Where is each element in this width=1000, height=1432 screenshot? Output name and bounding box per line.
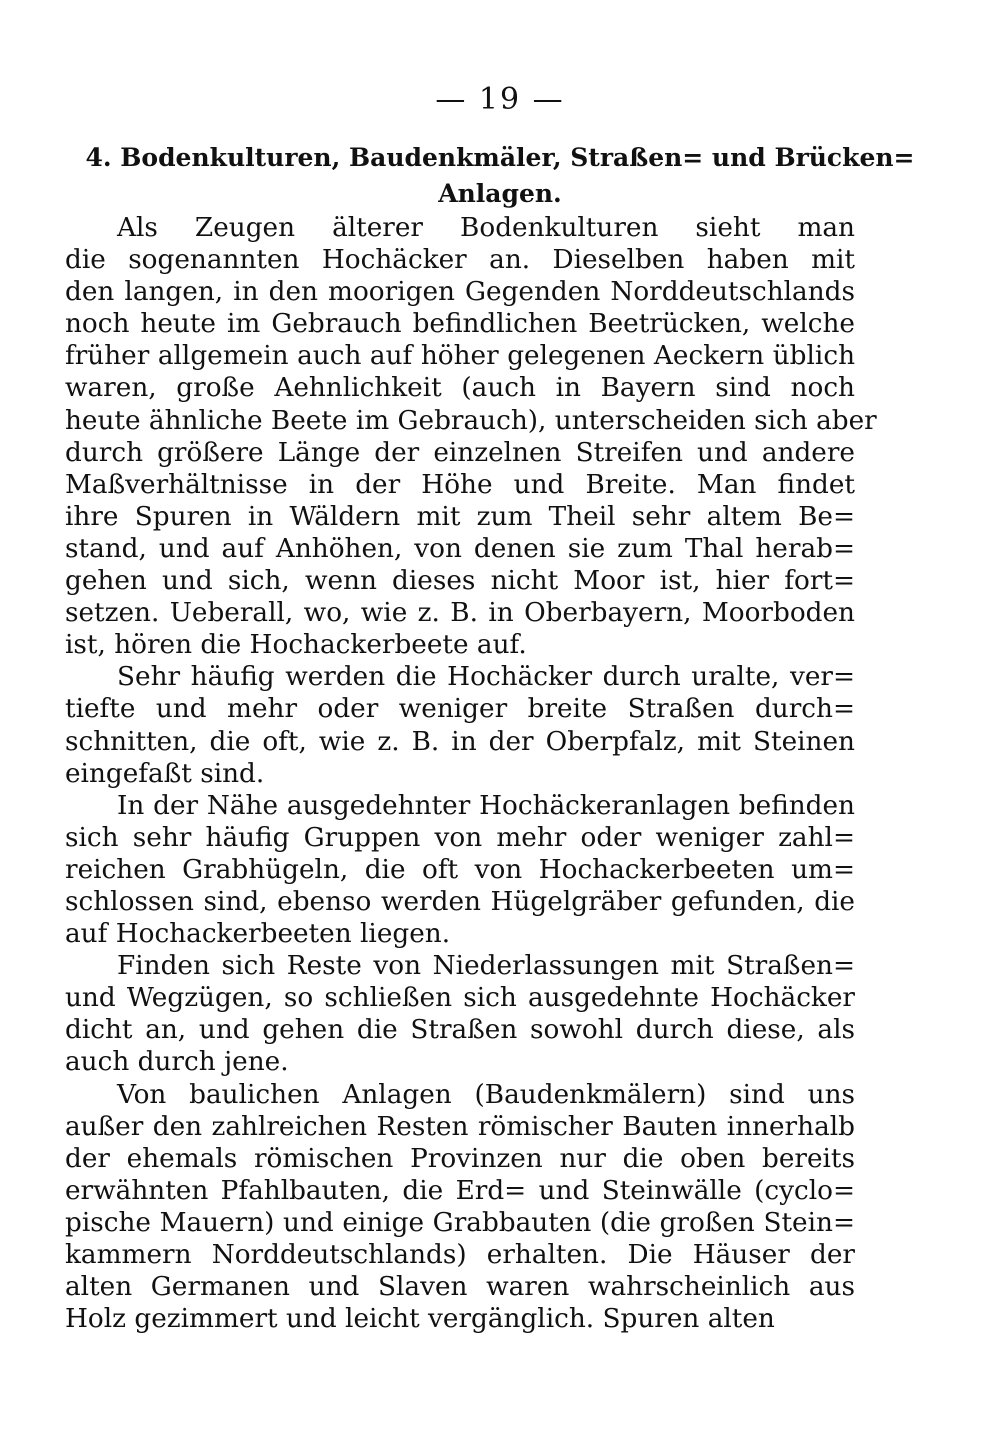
text-line: ist, hören die Hochackerbeete auf. — [65, 630, 527, 661]
text-line: und Wegzügen, so schließen sich ausgedehnte Hochäcker — [65, 983, 855, 1014]
text-line: dicht an, und gehen die Straßen sowohl durch diese, als — [65, 1015, 855, 1046]
text-line: In der Nähe ausgedehnter Hochäckeranlagen befinden — [117, 790, 855, 821]
text-line: alten Germanen und Slaven waren wahrscheinlich aus — [65, 1272, 855, 1303]
section-heading-line: Anlagen. — [438, 179, 562, 208]
text-line: setzen. Ueberall, wo, wie z. B. in Oberbayern, Moorboden — [65, 598, 855, 629]
paragraph — [65, 212, 877, 661]
text-line: schnitten, die oft, wie z. B. in der Oberpfalz, mit Steinen — [65, 726, 855, 757]
text-line: Sehr häufig werden die Hochäcker durch uralte, ver= — [117, 662, 855, 693]
text-line: Finden sich Reste von Niederlassungen mit Straßen= — [117, 951, 855, 982]
text-line: noch heute im Gebrauch befindlichen Beetrücken, welche — [65, 309, 855, 340]
text-line: stand, und auf Anhöhen, von denen sie zum Thal herab= — [65, 533, 855, 564]
text-line: den langen, in den moorigen Gegenden Norddeutschlands — [65, 277, 855, 308]
paragraph — [65, 661, 855, 789]
text-line: auch durch jene. — [65, 1047, 289, 1078]
section-heading-line: 4. Bodenkulturen, Baudenkmäler, Straßen= und Brücken= — [85, 143, 915, 172]
text-line: der ehemals römischen Provinzen nur die oben bereits — [65, 1143, 855, 1174]
text-line: Maßverhältnisse in der Höhe und Breite. Man findet — [65, 469, 855, 500]
text-line: kammern Norddeutschlands) erhalten. Die Häuser der — [65, 1240, 855, 1270]
text-line: tiefte und mehr oder weniger breite Straßen durch= — [65, 694, 855, 725]
text-line: schlossen sind, ebenso werden Hügelgräber gefunden, die — [65, 886, 855, 917]
paragraph — [65, 950, 855, 1078]
text-line: ihre Spuren in Wäldern mit zum Theil sehr altem Be= — [65, 501, 855, 532]
text-line: reichen Grabhügeln, die oft von Hochackerbeeten um= — [65, 854, 855, 885]
text-line: heute ähnliche Beete im Gebrauch), unterscheiden sich aber — [65, 405, 877, 436]
text-line: früher allgemein auch auf höher gelegenen Aeckern üblich — [65, 341, 855, 372]
text-line: Als Zeugen älterer Bodenkulturen sieht man — [117, 213, 855, 243]
text-line: außer den zahlreichen Resten römischer Bauten innerhalb — [65, 1111, 855, 1142]
text-line: erwähnten Pfahlbauten, die Erd= und Steinwälle (cyclo= — [65, 1175, 855, 1206]
text-line: auf Hochackerbeeten liegen. — [65, 919, 451, 950]
paragraph — [65, 790, 855, 950]
text-line: sich sehr häufig Gruppen von mehr oder weniger zahl= — [65, 822, 855, 853]
text-line: Von baulichen Anlagen (Baudenkmälern) sind uns — [117, 1079, 855, 1110]
body-text — [65, 212, 877, 1335]
text-line: waren, große Aehnlichkeit (auch in Bayern sind noch — [65, 373, 855, 404]
section-heading — [80, 140, 920, 212]
page-number: — 19 — — [435, 82, 565, 117]
text-line: gehen und sich, wenn dieses nicht Moor ist, hier fort= — [65, 566, 855, 597]
text-line: die sogenannten Hochäcker an. Dieselben haben mit — [65, 245, 855, 276]
text-line: Holz gezimmert und leicht vergänglich. Spuren alten — [65, 1304, 775, 1335]
text-line: eingefaßt sind. — [65, 758, 265, 789]
text-line: pische Mauern) und einige Grabbauten (die großen Stein= — [65, 1207, 855, 1238]
text-line: durch größere Länge der einzelnen Streifen und andere — [65, 437, 855, 468]
paragraph — [65, 1079, 855, 1336]
